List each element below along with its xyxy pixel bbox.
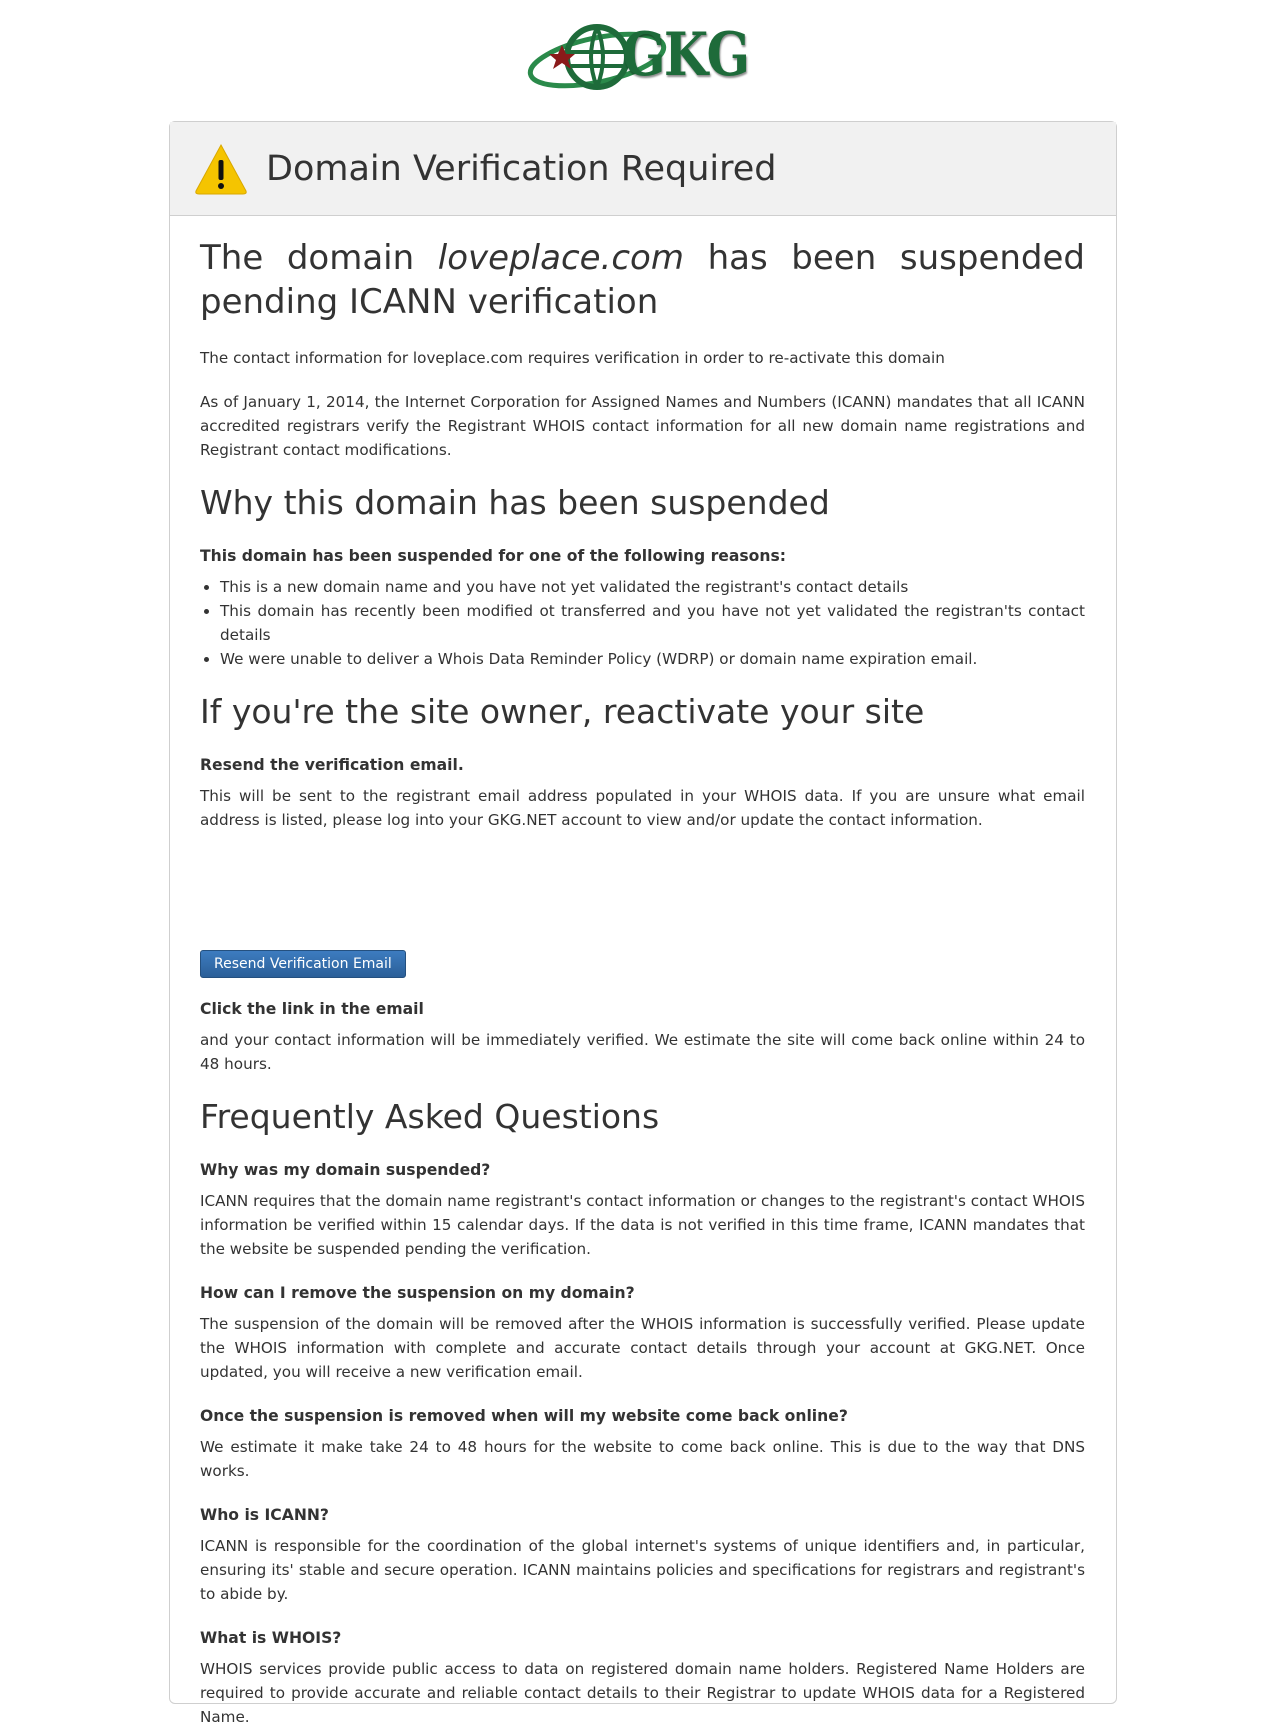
- faq-answer: WHOIS services provide public access to data on registered domain name holders. Registered Name Holders are required to provide accurate and reliable contact details to their Registrar to update WHOIS data for a Registered Name.: [200, 1660, 1085, 1726]
- list-item: • This is a new domain name and you have not yet validated the registrant's contact details: [220, 575, 1085, 599]
- intro-contact-text: The contact information for loveplace.com requires verification in order to re-activate this domain: [200, 349, 945, 367]
- logo-text: GKG: [622, 20, 749, 90]
- faq-question: Why was my domain suspended?: [200, 1161, 491, 1179]
- why-heading: Why this domain has been suspended: [200, 483, 830, 522]
- faq-answer: The suspension of the domain will be removed after the WHOIS information is successfully verified. Please update the WHOIS information with complete and accurate contact details through your account at GKG.NET. Once updated, you will receive a new verification email.: [200, 1315, 1085, 1381]
- faq-question: Once the suspension is removed when will my website come back online?: [200, 1407, 848, 1425]
- domain-name: loveplace.com: [437, 238, 684, 278]
- verification-panel: [169, 121, 1117, 1726]
- headline-prefix: The domain: [200, 238, 438, 278]
- resend-text: This will be sent to the registrant email address populated in your WHOIS data. If you are unsure what email address is listed, please log into your GKG.NET account to view and/or update the contact information.: [200, 787, 1085, 829]
- list-item: • We were unable to deliver a Whois Data Reminder Policy (WDRP) or domain name expiration email.: [220, 647, 1085, 671]
- headline-suffix: has been suspended pending ICANN verification: [200, 238, 1085, 322]
- owner-heading: If you're the site owner, reactivate your site: [200, 692, 925, 731]
- faq-question: What is WHOIS?: [200, 1629, 342, 1647]
- faq-question: How can I remove the suspension on my domain?: [200, 1284, 635, 1302]
- warning-triangle-icon: [194, 142, 248, 196]
- intro-icann-text: As of January 1, 2014, the Internet Corporation for Assigned Names and Numbers (ICANN) mandates that all ICANN accredited registrars verify the Registrant WHOIS contact information for all new domain name registrations and Registrant contact modifications.: [200, 393, 1085, 459]
- panel-body: [170, 216, 1116, 1729]
- faq-answer: ICANN is responsible for the coordination of the global internet's systems of unique identifiers and, in particular, ensuring its' stable and secure operation. ICANN maintains policies and specifications for registrars and registrant's to abide by.: [200, 1537, 1085, 1603]
- suspension-headline: [200, 236, 1085, 324]
- click-link-text: and your contact information will be immediately verified. We estimate the site will come back online within 24 to 48 hours.: [200, 1031, 1085, 1073]
- gkg-logo: [525, 12, 755, 102]
- panel-header: [170, 122, 1116, 216]
- click-link-heading: Click the link in the email: [200, 1000, 424, 1018]
- faq-answer: We estimate it make take 24 to 48 hours for the website to come back online. This is due to the way that DNS works.: [200, 1438, 1085, 1480]
- panel-title: Domain Verification Required: [266, 148, 777, 189]
- list-item: • This domain has recently been modified ot transferred and you have not yet validated the registran'ts contact details: [220, 599, 1085, 647]
- faq-question: Who is ICANN?: [200, 1506, 329, 1524]
- resend-verification-button[interactable]: Resend Verification Email: [200, 950, 406, 978]
- faq-heading: Frequently Asked Questions: [200, 1097, 660, 1136]
- reasons-list: [200, 575, 1085, 671]
- faq-answer: ICANN requires that the domain name registrant's contact information or changes to the registrant's contact WHOIS information be verified within 15 calendar days. If the data is not verified in this time frame, ICANN mandates that the website be suspended pending the verification.: [200, 1192, 1085, 1258]
- resend-heading: Resend the verification email.: [200, 756, 464, 774]
- why-subheading: This domain has been suspended for one of the following reasons:: [200, 547, 786, 565]
